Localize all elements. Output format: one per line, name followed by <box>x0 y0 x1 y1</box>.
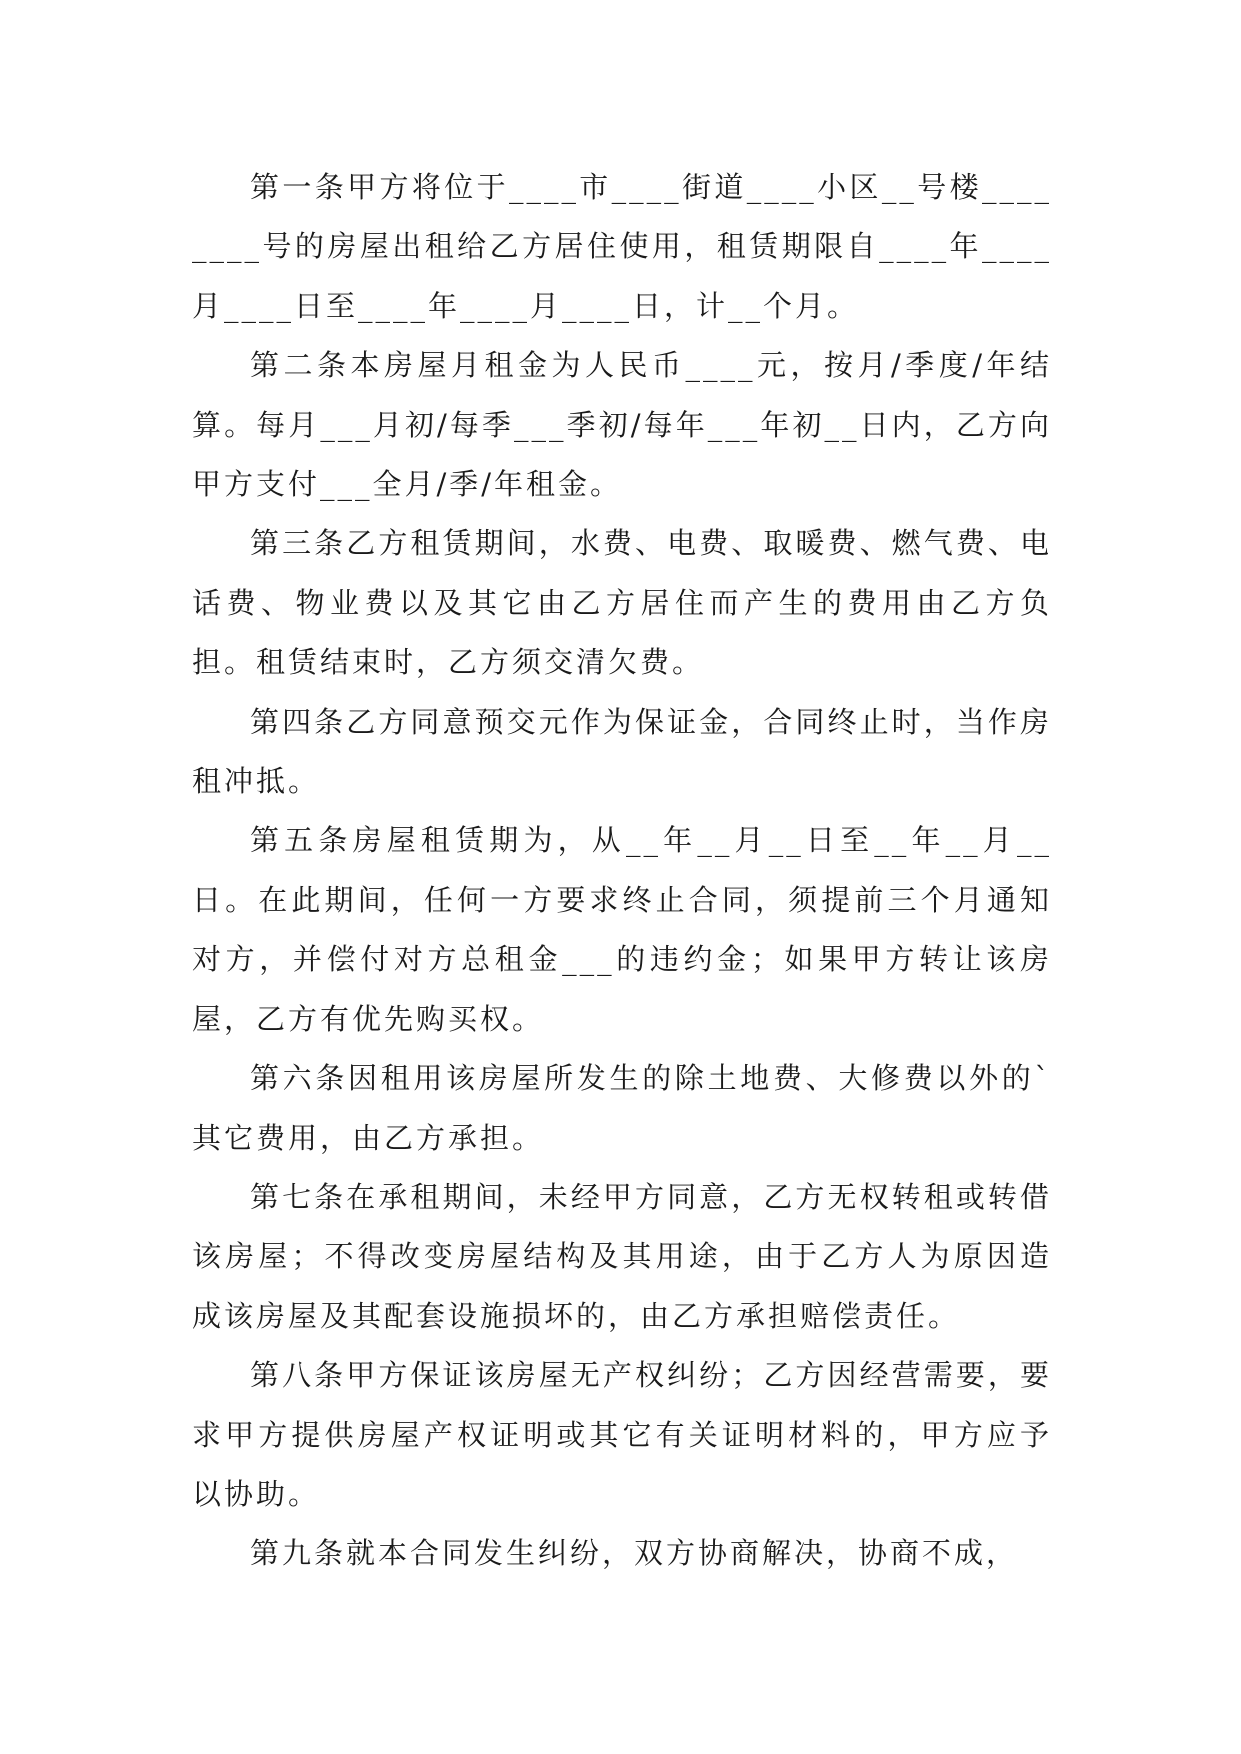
clause-2: 第二条本房屋月租金为人民币____元，按月/季度/年结算。每月___月初/每季___季初/每年___年初__日内，乙方向甲方支付___全月/季/年租金。 <box>192 348 1052 502</box>
contract-body <box>192 158 1052 1584</box>
clause-7: 第七条在承租期间，未经甲方同意，乙方无权转租或转借该房屋；不得改变房屋结构及其用途，由于乙方人为原因造成该房屋及其配套设施损坏的，由乙方承担赔偿责任。 <box>192 1179 1052 1333</box>
clause-6: 第六条因租用该房屋所发生的除土地费、大修费以外的`其它费用，由乙方承担。 <box>192 1061 1052 1155</box>
clause-4: 第四条乙方同意预交元作为保证金，合同终止时，当作房租冲抵。 <box>192 704 1052 799</box>
clause-1: 第一条甲方将位于____市____街道____小区__号楼________号的房屋出租给乙方居住使用，租赁期限自____年____月____日至____年____月____日，计__个月。 <box>192 170 1052 323</box>
clause-5: 第五条房屋租赁期为，从__年__月__日至__年__月__日。在此期间，任何一方要求终止合同，须提前三个月通知对方，并偿付对方总租金___的违约金；如果甲方转让该房屋，乙方有优先购买权。 <box>192 823 1052 1036</box>
clause-8: 第八条甲方保证该房屋无产权纠纷；乙方因经营需要，要求甲方提供房屋产权证明或其它有关证明材料的，甲方应予以协助。 <box>192 1358 1052 1511</box>
clause-3: 第三条乙方租赁期间，水费、电费、取暖费、燃气费、电话费、物业费以及其它由乙方居住而产生的费用由乙方负担。租赁结束时，乙方须交清欠费。 <box>192 526 1052 680</box>
clause-9: 第九条就本合同发生纠纷，双方协商解决，协商不成， <box>250 1536 1019 1571</box>
